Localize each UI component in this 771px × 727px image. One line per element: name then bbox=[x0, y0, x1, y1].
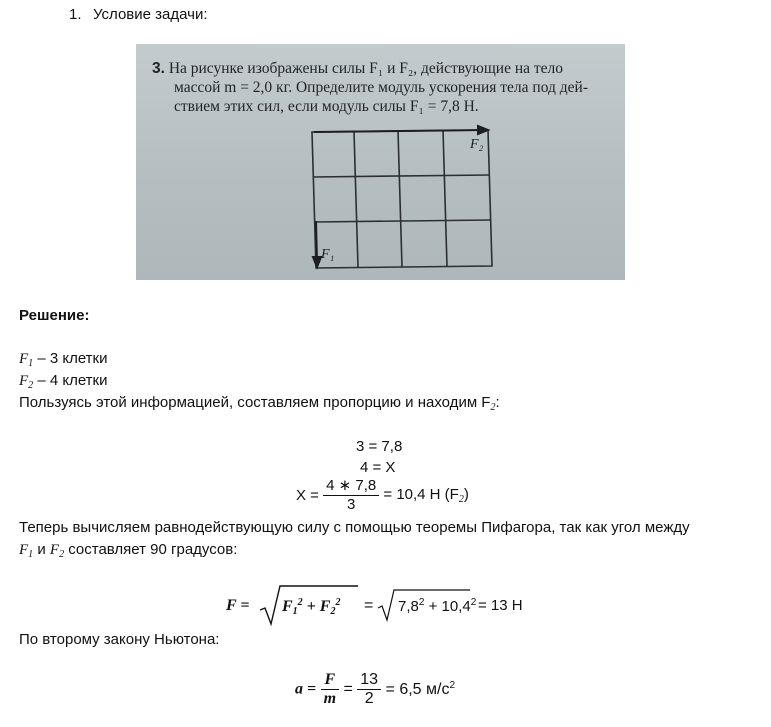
f2-cells-line: $F_2 - 4$ клетки bbox=[19, 372, 108, 391]
f1-label: F₁ bbox=[321, 247, 335, 262]
acceleration-formula: a = $\frac{F}{m}$ = $\frac{13}{2}$ = 6,5 $м/с^2$ bbox=[295, 671, 456, 707]
f2-arrow-head bbox=[478, 126, 488, 134]
problem-line-3: ствием этих сил, если модуль силы F₁ = 7,8 Н. bbox=[174, 98, 479, 115]
newton-law-intro: По второму закону Ньютона: bbox=[19, 631, 220, 648]
section-title: Условие задачи: bbox=[93, 6, 208, 23]
problem-line-1: На рисунке изображены силы F₁ и F₂, действующие на тело bbox=[168, 60, 564, 77]
problem-number: 3. bbox=[152, 60, 165, 77]
solution-heading: Решение: bbox=[19, 307, 90, 324]
section-number: 1. bbox=[69, 6, 82, 23]
problem-photo bbox=[136, 44, 625, 280]
grid-line bbox=[398, 131, 402, 267]
x-formula: X = $\frac{4 ∗ 7,8}{3}$ = 10,4 Н $(F_2)$ bbox=[296, 477, 469, 513]
pythagoras-intro-line-1: Теперь вычисляем равнодействующую силу с помощью теоремы Пифагора, так как угол между bbox=[19, 519, 690, 536]
proportion-line-2: 4 = X bbox=[360, 459, 396, 476]
grid-line bbox=[314, 220, 491, 222]
f1-arrow-head bbox=[313, 257, 321, 267]
f2-label: F₂ bbox=[470, 137, 484, 152]
f2-arrow-line bbox=[314, 130, 484, 132]
f1-cells-line: $F_1 - 3$ клетки bbox=[19, 350, 108, 369]
grid-line bbox=[354, 132, 358, 267]
proportion-intro: Пользуясь этой информацией, составляем пропорцию и находим $F_2$: bbox=[19, 394, 500, 413]
grid-line bbox=[443, 130, 447, 266]
pythagoras-intro-line-2: $F_1$ и $F_2$ составляет 90 градусов: bbox=[19, 541, 238, 560]
grid-line bbox=[313, 175, 490, 177]
proportion-line-1: 3 = 7,8 bbox=[356, 438, 403, 455]
f1-arrow-line bbox=[316, 221, 317, 262]
force-grid-figure bbox=[136, 44, 625, 280]
problem-line-2: массой m = 2,0 кг. Определите модуль ускорения тела под дей- bbox=[174, 79, 589, 96]
